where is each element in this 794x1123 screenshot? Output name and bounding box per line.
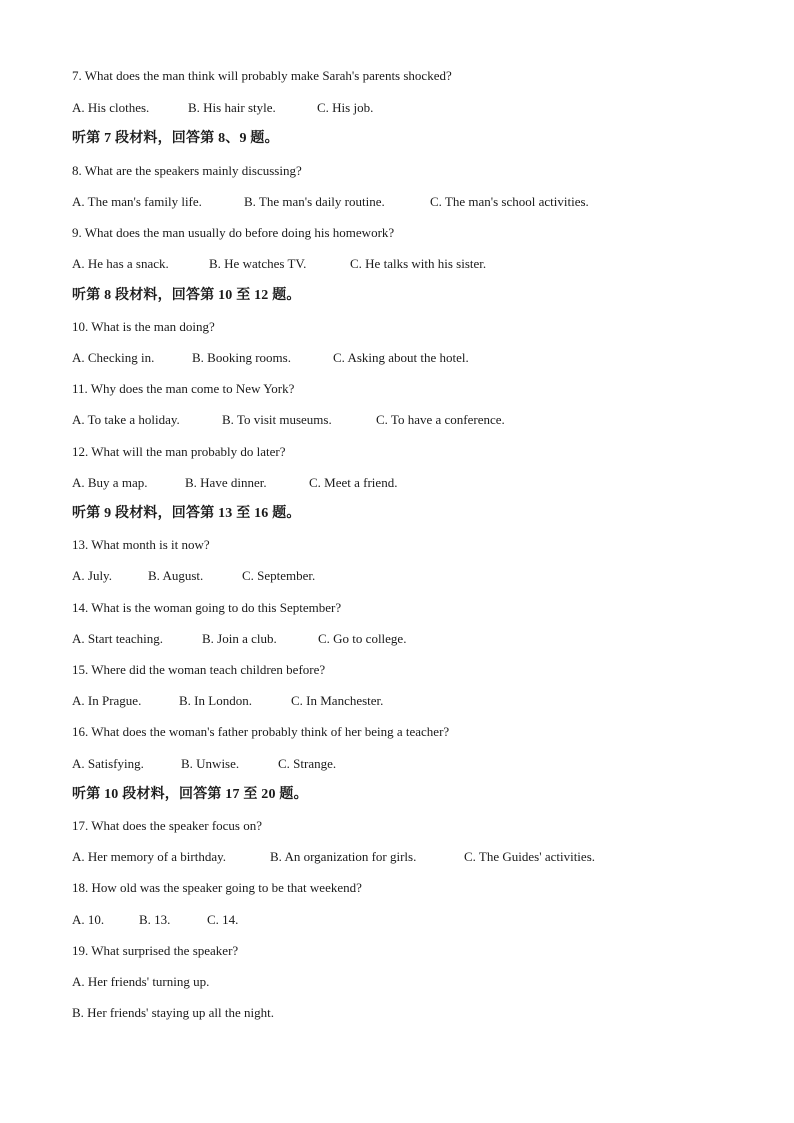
answer-option: A. To take a holiday. [72, 412, 180, 427]
question-text: 7. What does the man think will probably make Sarah's parents shocked? [72, 68, 452, 83]
answer-option: B. He watches TV. [209, 256, 307, 271]
answer-option: C. Meet a friend. [309, 475, 398, 490]
section-heading: 听第 7 段材料，回答第 8、9 题。 [72, 131, 279, 146]
answer-option: C. The man's school activities. [430, 194, 589, 209]
question-text: 15. Where did the woman teach children before? [72, 662, 326, 677]
answer-option: A. The man's family life. [72, 194, 202, 209]
answer-option: C. He talks with his sister. [350, 256, 487, 271]
answer-option: A. His clothes. [72, 100, 150, 115]
answer-option: B. His hair style. [188, 100, 276, 115]
answer-option: C. September. [242, 568, 316, 583]
question-text: 8. What are the speakers mainly discussing? [72, 163, 302, 178]
question-text: 16. What does the woman's father probably think of her being a teacher? [72, 724, 450, 739]
question-text: 17. What does the speaker focus on? [72, 818, 263, 833]
question-text: A. Her friends' turning up. [72, 974, 210, 989]
section-heading: 听第 8 段材料，回答第 10 至 12 题。 [72, 288, 301, 303]
section-heading: 听第 10 段材料，回答第 17 至 20 题。 [72, 787, 308, 802]
answer-option: A. Buy a map. [72, 475, 148, 490]
question-text: 14. What is the woman going to do this September? [72, 600, 342, 615]
answer-option: B. Join a club. [202, 631, 277, 646]
answer-option: A. In Prague. [72, 693, 142, 708]
answer-option: A. July. [72, 568, 112, 583]
question-text: 11. Why does the man come to New York? [72, 381, 295, 396]
answer-option: A. 10. [72, 912, 105, 927]
answer-option: C. Strange. [278, 756, 337, 771]
answer-option: C. His job. [317, 100, 374, 115]
answer-option: B. The man's daily routine. [244, 194, 385, 209]
answer-option: B. 13. [139, 912, 171, 927]
answer-option: B. To visit museums. [222, 412, 332, 427]
answer-option: B. Have dinner. [185, 475, 267, 490]
answer-option: C. The Guides' activities. [464, 849, 595, 864]
answer-option: B. Unwise. [181, 756, 240, 771]
question-text: 9. What does the man usually do before doing his homework? [72, 225, 395, 240]
question-text: 13. What month is it now? [72, 537, 210, 552]
section-heading: 听第 9 段材料，回答第 13 至 16 题。 [72, 506, 301, 521]
answer-option: A. Start teaching. [72, 631, 163, 646]
question-text: 19. What surprised the speaker? [72, 943, 239, 958]
answer-option: B. August. [148, 568, 204, 583]
answer-option: B. An organization for girls. [270, 849, 417, 864]
answer-option: C. In Manchester. [291, 693, 384, 708]
question-text: 10. What is the man doing? [72, 319, 215, 334]
question-text: B. Her friends' staying up all the night. [72, 1005, 275, 1020]
answer-option: A. Her memory of a birthday. [72, 849, 227, 864]
answer-option: A. Satisfying. [72, 756, 144, 771]
answer-option: A. He has a snack. [72, 256, 169, 271]
answer-option: A. Checking in. [72, 350, 155, 365]
answer-option: C. Asking about the hotel. [333, 350, 469, 365]
answer-option: C. 14. [207, 912, 239, 927]
answer-option: C. To have a conference. [376, 412, 505, 427]
question-text: 18. How old was the speaker going to be that weekend? [72, 880, 362, 895]
answer-option: B. In London. [179, 693, 252, 708]
question-text: 12. What will the man probably do later? [72, 444, 286, 459]
answer-option: B. Booking rooms. [192, 350, 291, 365]
answer-option: C. Go to college. [318, 631, 407, 646]
